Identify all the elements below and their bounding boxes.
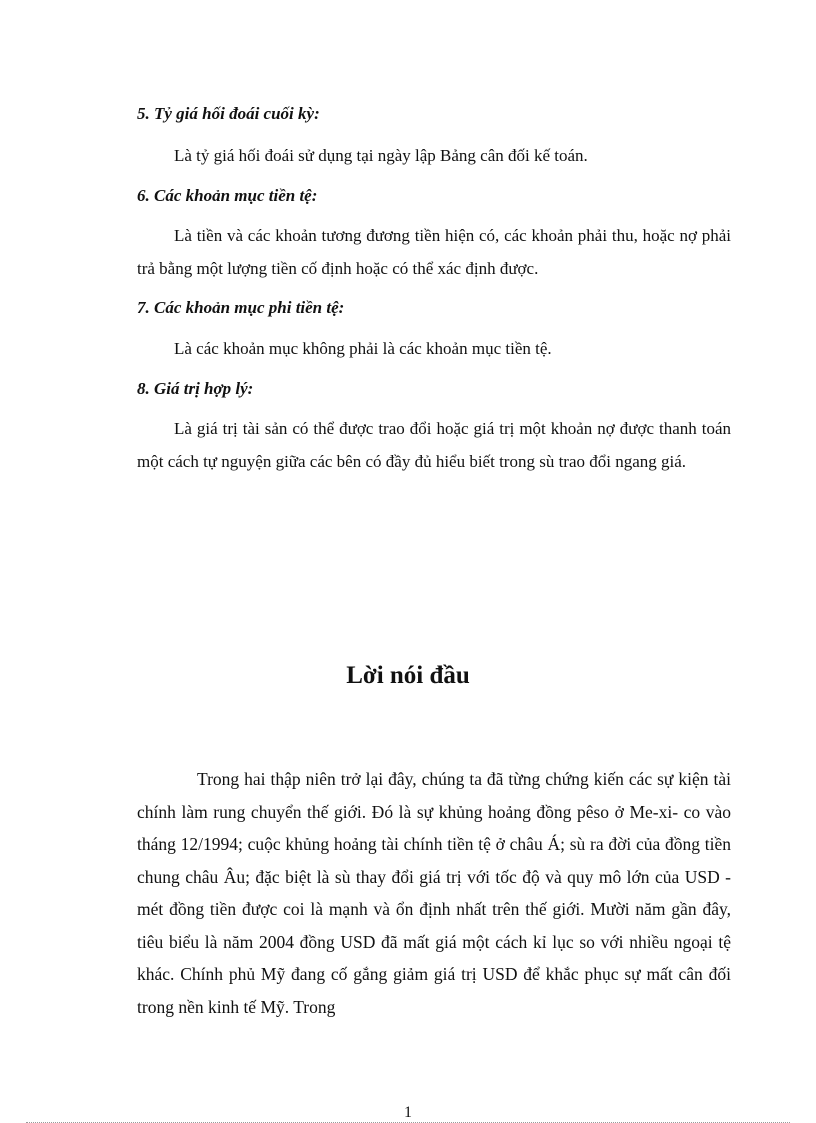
heading-monetary-items: 6. Các khoản mục tiền tệ: [137,186,318,205]
paragraph-fair-value: Là giá trị tài sản có thể được trao đổi hoặc giá trị một khoản nợ được thanh toán một cách tự nguyện giữa các bên có đầy đủ hiểu biết trong sù trao đổi ngang giá. [137,419,731,471]
paragraph-closing-exchange-rate: Là tỷ giá hối đoái sử dụng tại ngày lập Bảng cân đối kế toán. [174,146,588,165]
paragraph-non-monetary-items: Là các khoản mục không phải là các khoản mục tiền tệ. [174,339,552,358]
intro-paragraph: Trong hai thập niên trở lại đây, chúng ta đã từng chứng kiến các sự kiện tài chính làm rung chuyển thế giới. Đó là sự khủng hoảng đồng pêso ở Me-xi- co vào tháng 12/1994; cuộc khủng hoảng tài chính tiền tệ ở châu Á; sù ra đời của đồng tiền chung châu Âu; đặc biệt là sù thay đổi giá trị với tốc độ và quy mô lớn của USD - mét đồng tiền được coi là mạnh và ổn định nhất trên thế giới. Mười năm gần đây, tiêu biểu là năm 2004 đồng USD đã mất giá một cách kỉ lục so với nhiều ngoại tệ khác. Chính phủ Mỹ đang cố gắng giảm giá trị USD để khắc phục sự mất cân đối trong nền kinh tế Mỹ. Trong [137,769,731,1017]
page-number: 1 [404,1104,412,1121]
paragraph-monetary-items: Là tiền và các khoản tương đương tiền hiện có, các khoản phải thu, hoặc nợ phải trả bằng một lượng tiền cố định hoặc có thể xác định được. [137,226,731,278]
section-title: Lời nói đầu [346,662,470,689]
heading-closing-exchange-rate: 5. Tỷ giá hối đoái cuối kỳ: [137,104,320,123]
heading-fair-value: 8. Giá trị hợp lý: [137,379,254,398]
heading-non-monetary-items: 7. Các khoản mục phi tiền tệ: [137,298,345,317]
